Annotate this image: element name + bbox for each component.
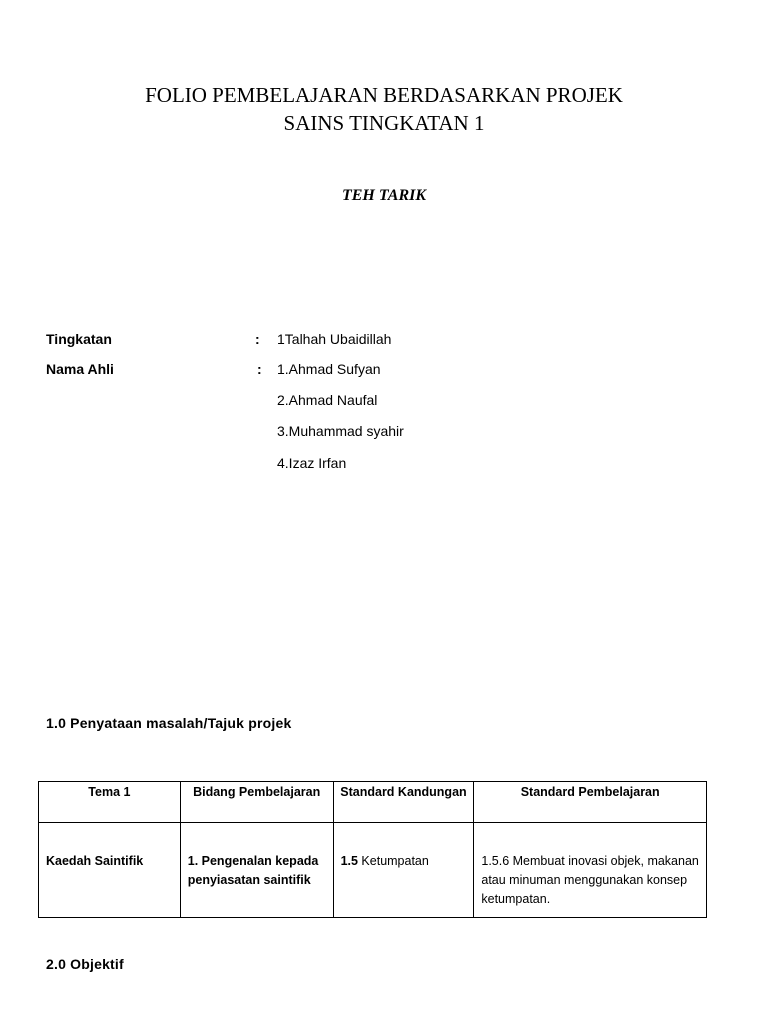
title-line-2: SAINS TINGKATAN 1	[283, 111, 485, 135]
tingkatan-label: Tingkatan	[46, 331, 112, 347]
cell-tema: Kaedah Saintifik	[39, 823, 181, 918]
cell-bidang: 1. Pengenalan kepada penyiasatan saintifik	[180, 823, 333, 918]
nama-ahli-colon: :	[257, 361, 262, 377]
tingkatan-colon: :	[255, 331, 260, 347]
document-title	[0, 81, 768, 137]
cell-kandungan	[333, 823, 474, 918]
member-item: 3.Muhammad syahir	[277, 423, 404, 439]
nama-ahli-label: Nama Ahli	[46, 361, 114, 377]
kandungan-number: 1.5	[340, 854, 358, 868]
cell-pembelajaran: 1.5.6 Membuat inovasi objek, makanan atau minuman menggunakan konsep ketumpatan.	[474, 823, 707, 918]
table-row	[39, 823, 707, 918]
section-heading-1: 1.0 Penyataan masalah/Tajuk projek	[46, 715, 292, 731]
section-heading-2: 2.0 Objektif	[46, 956, 124, 972]
standards-table	[38, 781, 707, 918]
member-item: 4.Izaz Irfan	[277, 455, 347, 471]
header-bidang: Bidang Pembelajaran	[180, 782, 333, 823]
header-tema: Tema 1	[39, 782, 181, 823]
project-title: TEH TARIK	[341, 187, 427, 204]
member-item: 2.Ahmad Naufal	[277, 392, 378, 408]
header-pembelajaran: Standard Pembelajaran	[474, 782, 707, 823]
kandungan-text: Ketumpatan	[357, 854, 429, 868]
title-line-1: FOLIO PEMBELAJARAN BERDASARKAN PROJEK	[145, 83, 623, 107]
header-kandungan: Standard Kandungan	[333, 782, 474, 823]
tingkatan-value: 1Talhah Ubaidillah	[277, 331, 392, 347]
member-item: 1.Ahmad Sufyan	[277, 361, 381, 377]
table-header-row	[39, 782, 707, 823]
